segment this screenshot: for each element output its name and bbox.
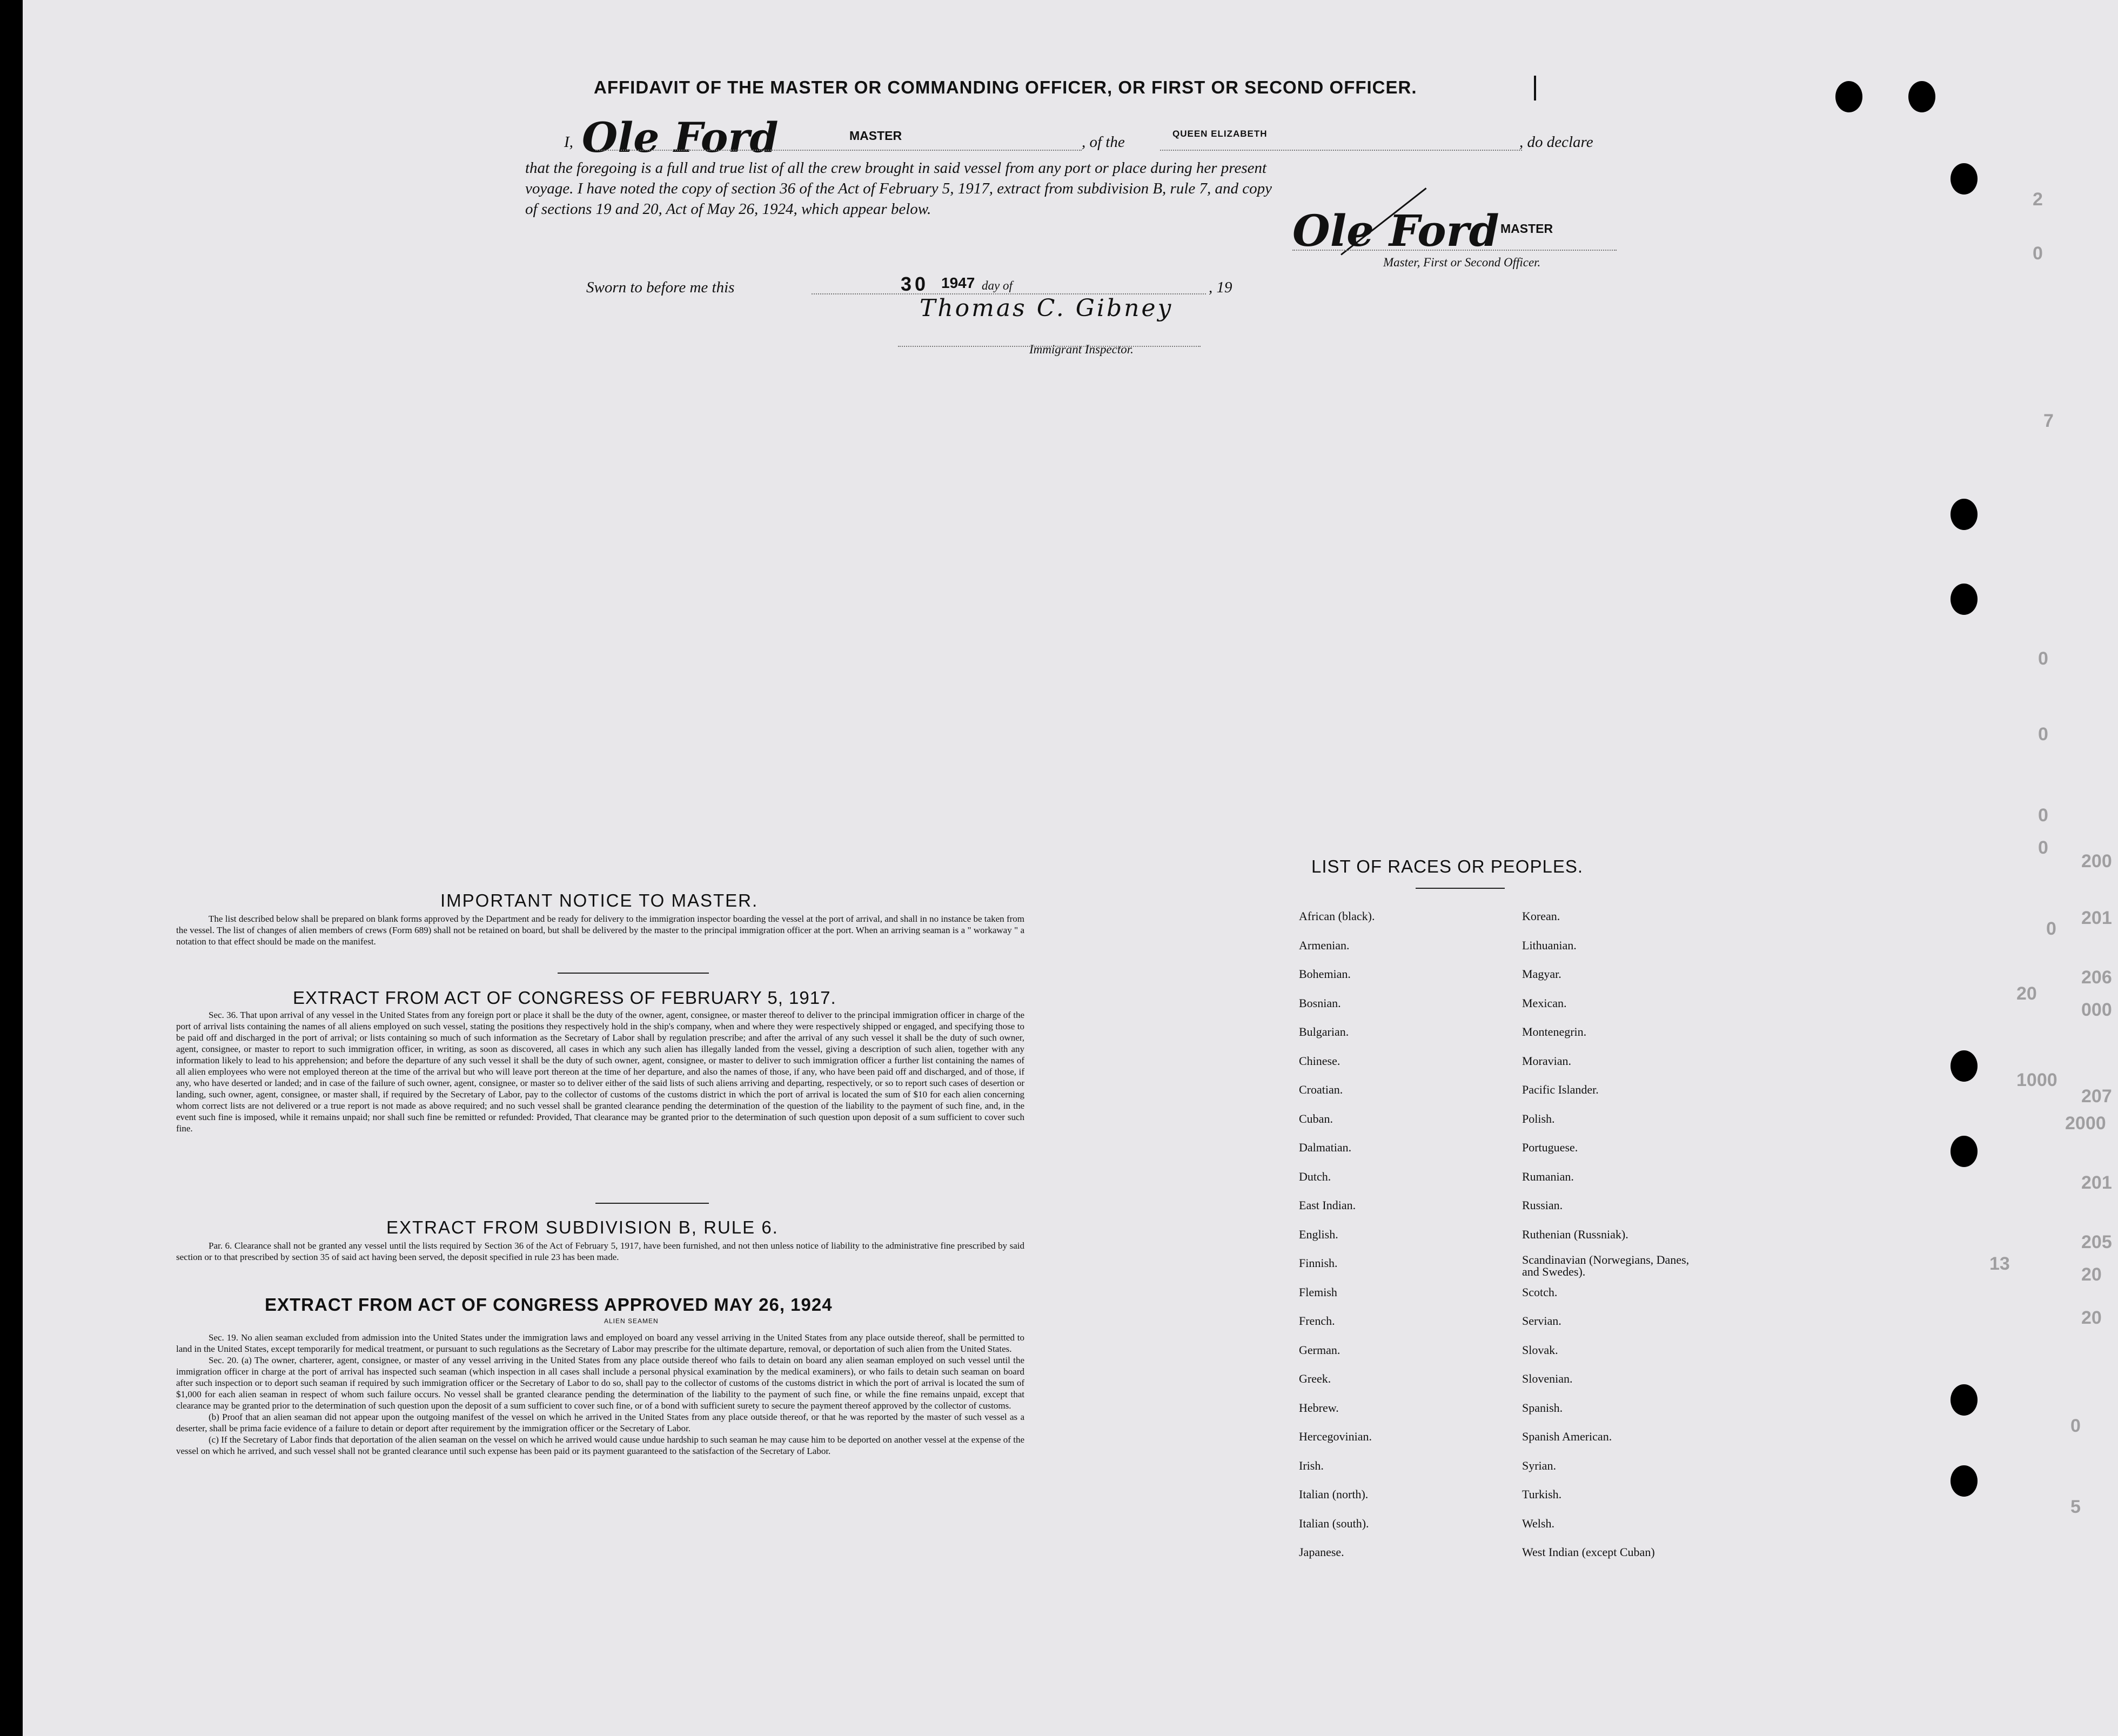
fill-line [1292,250,1617,251]
act-1917-text: Sec. 36. That upon arrival of any vessel in the United States from any foreign port or place it shall be the duty of the owner, agent, consignee, or master thereof to deliver to the principal immigration officer in charge of the port of arrival lists containing the names of all aliens employed on such vessel, stating the positions they respectively hold in the ship's company, when and where they were respectively shipped or engaged, and specifying those to be paid off and discharged in the port of arrival; or lists containing so much of such information as the Secretary of Labor shall by regulation prescribe; and after the arrival of any such vessel it shall be the duty of such owner, agent, consignee, or master to report to such immigration officer, in writing, as soon as discovered, all cases in which any such alien has illegally landed from the vessel, giving a description of such alien, together with any information likely to lead to his apprehension; and before the departure of any such vessel it shall be the duty of such owner, agent, consignee, or master to deliver to such immigration officer a further list containing the names of all alien employees who were not employed thereon at the time of the arrival but who will leave port thereon at the time of her departure, and also the names of those, if any, who have been paid off and discharged, and of those, if any, who have deserted or landed; and in case of the failure of such owner, agent, consignee, or master so to deliver either of the said lists of such aliens arriving and departing, respectively, or so to report such cases of desertion or landing, such owner, agent, consignee, or master shall, if required by the Secretary of Labor, pay to the collector of customs of the customs district in which the port of arrival is located the sum of $10 for each alien concerning whom correct lists are not delivered or a true report is not made as above required; and no such vessel shall be granted clearance pending the determination of the question of the liability to the payment of such fine, and, in the event such fine is imposed, while it remains unpaid; nor shall such fine be remitted or refunded: Provided, That clearance may be granted prior to the determination of such question upon deposit of a sum sufficient to cover such fine. [176,1010,1024,1134]
act-1924-title: EXTRACT FROM ACT OF CONGRESS APPROVED MAY 26, 1924 [265,1295,833,1315]
races-title: LIST OF RACES OR PEOPLES. [1311,856,1584,876]
race-item: Italian (north). [1299,1487,1369,1501]
race-item: Hebrew. [1299,1401,1339,1415]
race-item: Montenegrin. [1522,1025,1587,1038]
race-item: Moravian. [1522,1054,1572,1068]
race-item: Cuban. [1299,1112,1333,1125]
bleed-through-mark: 20 [2016,983,2037,1004]
binder-hole [1951,1384,1978,1416]
margin-mark [1534,76,1536,100]
race-item: Finnish. [1299,1256,1338,1270]
race-item: Hercegovinian. [1299,1430,1372,1443]
act-1924-b: (b) Proof that an alien seaman did not appear upon the outgoing manifest of the vessel on which he arrived in the United States from any place outside thereof, or that he was reported by the master of such vessel as a deserter, shall be prima facie evidence of a failure to detain or deport after requirement by the immigration officer or the Secretary of Labor. [176,1412,1024,1433]
race-item: Italian (south). [1299,1517,1369,1530]
race-item: Dalmatian. [1299,1141,1352,1154]
master-signature-2: Ole Ford [1292,205,1499,256]
race-item: Korean. [1522,909,1560,923]
bleed-through-mark: 205 [2081,1232,2112,1252]
race-item: East Indian. [1299,1198,1356,1212]
fill-line [1160,150,1522,151]
race-item: Polish. [1522,1112,1555,1125]
bleed-through-mark: 000 [2081,1000,2112,1020]
race-item: Russian. [1522,1198,1563,1212]
race-item: Irish. [1299,1459,1324,1472]
binder-hole [1835,81,1862,112]
fill-line [595,150,1082,151]
binder-hole [1951,163,1978,195]
master-signature: Ole Ford [582,113,779,162]
race-item: Slovenian. [1522,1372,1573,1385]
affidavit-i: I, [564,133,573,151]
race-item: Slovak. [1522,1343,1558,1357]
race-item: Welsh. [1522,1517,1554,1530]
affidavit-heading: AFFIDAVIT OF THE MASTER OR COMMANDING OFFICER, OR FIRST OR SECOND OFFICER. [594,77,1417,97]
race-item: Chinese. [1299,1054,1340,1068]
act-1924-c: (c) If the Secretary of Labor finds that deportation of the alien seaman on the vessel on which he arrived would cause undue hardship to such seaman he may cause him to be deported on another vessel at the expense of the vessel on which he arrived, and such vessel shall not be granted clearance until such expense has been paid or its payment guaranteed to the satisfaction of the Secretary of Labor. [176,1435,1024,1456]
bleed-through-mark: 7 [2043,411,2054,431]
race-item: Mexican. [1522,996,1567,1010]
binder-hole [1951,1136,1978,1167]
do-declare-text: , do declare [1519,133,1593,151]
divider [1416,888,1505,889]
affidavit-line-4: of sections 19 and 20, Act of May 26, 1924, which appear below. [525,200,931,218]
subdivision-title: EXTRACT FROM SUBDIVISION B, RULE 6. [386,1217,779,1237]
bleed-through-mark: 5 [2070,1497,2081,1517]
race-item: French. [1299,1314,1335,1328]
bleed-through-mark: 0 [2038,805,2048,826]
of-the-text: , of the [1082,133,1125,151]
notice-text: The list described below shall be prepared on blank forms approved by the Department and be ready for delivery to the immigration inspector boarding the vessel at the port of arrival, and shall in no instance be taken from the vessel. The list of changes of alien members of crews (Form 689) shall not be retained on board, but shall be delivered by the master to the principal immigration officer at the port. When an arriving seaman is a " workaway " a notation to that effect should be made on the manifest. [176,914,1024,947]
bleed-through-mark: 0 [2038,648,2048,669]
race-item: Magyar. [1522,967,1561,981]
binder-hole [1908,81,1935,112]
race-item: Armenian. [1299,939,1350,952]
sworn-text: Sworn to before me this [586,279,735,296]
race-item: Ruthenian (Russniak). [1522,1228,1628,1241]
bleed-through-mark: 2000 [2065,1113,2106,1134]
race-item: English. [1299,1228,1338,1241]
day-stamp: 30 [901,273,929,295]
race-item: Servian. [1522,1314,1561,1328]
bleed-through-mark: 0 [2033,243,2043,264]
bleed-through-mark: 201 [2081,908,2112,928]
race-item: West Indian (except Cuban) [1522,1545,1655,1559]
notice-title: IMPORTANT NOTICE TO MASTER. [440,890,759,910]
race-item: African (black). [1299,909,1375,923]
race-item: Spanish American. [1522,1430,1612,1443]
race-item: Rumanian. [1522,1170,1574,1183]
act-1924-sec20: Sec. 20. (a) The owner, charterer, agent, consignee, or master of any vessel arriving in the United States from any place outside thereof who fails to detain on board any alien seaman employed on such vessel until the immigration officer in charge at the port of arrival has inspected such seaman (which inspection in all cases shall include a personal physical examination by the medical examiners), or who fails to detain such seaman on board after such inspection or to deport such seaman if required by such immigration officer or the Secretary of Labor to do so, shall pay to the collector of customs of the customs district in which the port of arrival is located the sum of $1,000 for each alien seaman in respect of whom such failure occurs. No vessel shall be granted clearance pending the determination of the liability to the payment of such fine, or while the fine remains unpaid, except that clearance may be granted prior to the determination of such question upon the deposit of a sum sufficient to cover such fine, or of a bond with sufficient surety to secure the payment thereof approved by the collector of customs. [176,1355,1024,1411]
act-1924-body [176,1332,1024,1457]
bleed-through-mark: 200 [2081,851,2112,872]
act-1924-sec19: Sec. 19. No alien seaman excluded from admission into the United States under the immigration laws and employed on board any vessel arriving in the United States from any place outside thereof, shall be permitted to land in the United States, except temporarily for medical treatment, or pursuant to such regulations as the Secretary of Labor may prescribe for the ultimate departure, removal, or deportation of such alien from the United States. [176,1332,1024,1354]
race-item: Syrian. [1522,1459,1556,1472]
race-item: Scandinavian (Norwegians, Danes, and Swedes). [1522,1253,1690,1278]
manifest-page [23,0,2118,1736]
master-rank-stamp: MASTER [1500,222,1553,236]
race-item: Bosnian. [1299,996,1341,1010]
race-item: Portuguese. [1522,1141,1578,1154]
affidavit-line-2: that the foregoing is a full and true list of all the crew brought in said vessel from any port or place during her present [525,159,1267,177]
officer-caption: Master, First or Second Officer. [1383,256,1541,269]
inspector-caption: Immigrant Inspector. [1029,343,1134,356]
bleed-through-mark: 206 [2081,967,2112,988]
bleed-through-mark: 1000 [2016,1070,2057,1090]
bleed-through-mark: 0 [2046,919,2056,939]
binder-hole [1951,1465,1978,1497]
bleed-through-mark: 13 [1989,1254,2010,1274]
subdivision-text: Par. 6. Clearance shall not be granted any vessel until the lists required by Section 36 of the Act of February 5, 1917, have been furnished, and not then unless notice of liability to the administrative fine prescribed by said section or to that prescribed by section 35 of said act having been served, the deposit specified in rule 23 has been made. [176,1241,1024,1262]
binder-hole [1951,584,1978,615]
bleed-through-mark: 0 [2038,837,2048,858]
master-rank-filled: MASTER [849,129,902,143]
divider [595,1203,709,1204]
bleed-through-mark: 207 [2081,1086,2112,1107]
race-item: Spanish. [1522,1401,1563,1415]
bleed-through-mark: 20 [2081,1308,2102,1328]
year-stamp: 1947 [941,274,975,291]
act-1917-title: EXTRACT FROM ACT OF CONGRESS OF FEBRUARY 5, 1917. [293,988,836,1008]
race-item: Japanese. [1299,1545,1344,1559]
bleed-through-mark: 2 [2033,189,2043,210]
bleed-through-mark: 201 [2081,1172,2112,1193]
race-item: Turkish. [1522,1487,1562,1501]
act-1924-subtitle: ALIEN SEAMEN [604,1317,659,1325]
divider [558,973,709,974]
race-item: Lithuanian. [1522,939,1577,952]
race-item: Scotch. [1522,1285,1558,1299]
bleed-through-mark: 0 [2070,1416,2081,1436]
race-item: Croatian. [1299,1083,1343,1096]
affidavit-line-3: voyage. I have noted the copy of section 36 of the Act of February 5, 1917, extract from subdivision B, rule 7, and copy [525,180,1272,197]
binder-hole [1951,499,1978,530]
day-of-text: day of [982,279,1013,292]
bleed-through-mark: 0 [2038,724,2048,745]
year-prefix: , 19 [1209,279,1232,296]
race-item: Flemish [1299,1285,1337,1299]
bleed-through-mark: 20 [2081,1264,2102,1285]
race-item: Pacific Islander. [1522,1083,1599,1096]
binder-hole [1951,1050,1978,1082]
race-item: Bulgarian. [1299,1025,1349,1038]
race-item: Greek. [1299,1372,1331,1385]
vessel-name-filled: QUEEN ELIZABETH [1172,129,1268,139]
race-item: German. [1299,1343,1340,1357]
race-item: Dutch. [1299,1170,1331,1183]
race-item: Bohemian. [1299,967,1351,981]
inspector-signature: Thomas C. Gibney [920,294,1174,322]
